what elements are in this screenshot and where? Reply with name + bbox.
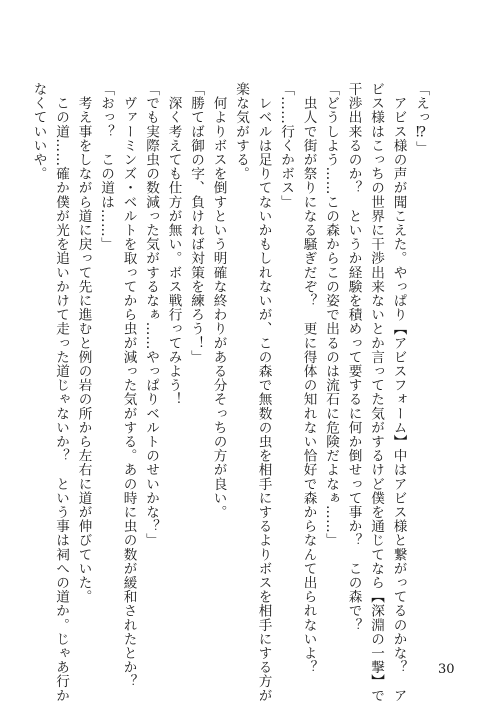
text-line: アビス様の声が聞こえた。やっぱり【アビスフォーム】中はアビス様と繋がってるのかな？ ア <box>390 82 407 703</box>
text-line: 「えっ⁉」 <box>413 82 429 155</box>
text-line: 考え事をしながら道に戻って先に進むと例の岩の所から左右に道が伸びていた。 <box>75 82 92 604</box>
text-line: 虫人で街が祭りになる騒ぎだぞ？ 更に得体の知れない恰好で森からなんて出られないよ？ <box>300 82 317 675</box>
text-line: 「でも実際虫の数減った気がするなぁ……やっぱりベルトのせいかな？」 <box>143 82 159 548</box>
text-line: 「……行くかボス」 <box>278 82 294 209</box>
text-line: この道……確か僕が光を追いかけて走った道じゃないか？ という事は祠への道か。じゃあ行か <box>53 82 69 703</box>
text-line: 「勝てば御の字、負ければ対策を練ろう！」 <box>188 82 204 364</box>
text-line: 何よりボスを倒すという明確な終わりがある分そっちの方が良い。 <box>210 82 227 520</box>
text-line: ヴァーミンズ・ベルトを取ってから虫が減った気がする。あの時に虫の数が緩和されたとか？ <box>120 82 137 689</box>
text-line: 「おっ？ この道は……」 <box>98 82 114 252</box>
text-line: ビス様はこっちの世界に干渉出来ないとか言ってた気がするけど僕を通じてなら【深淵の一撃】で <box>368 82 384 703</box>
text-line: なくていいや。 <box>30 82 47 181</box>
text-line: レベルは足りてないかもしれないが、この森で無数の虫を相手にするよりボスを相手にする方が <box>255 82 272 703</box>
text-line: 「どうしよう……この森からこの姿で出るのは流石に危険だよなぁ……」 <box>323 82 339 548</box>
page-number: 30 <box>438 662 455 677</box>
vertical-text-block <box>27 82 432 703</box>
text-line: 楽な気がする。 <box>233 82 249 181</box>
text-line: 深く考えても仕方が無い。ボス戦行ってみよう！ <box>165 82 182 407</box>
text-line: 干渉出来るのか？ というか経験を積めって要するに何か倒せって事か？ この森で？ <box>345 82 362 632</box>
